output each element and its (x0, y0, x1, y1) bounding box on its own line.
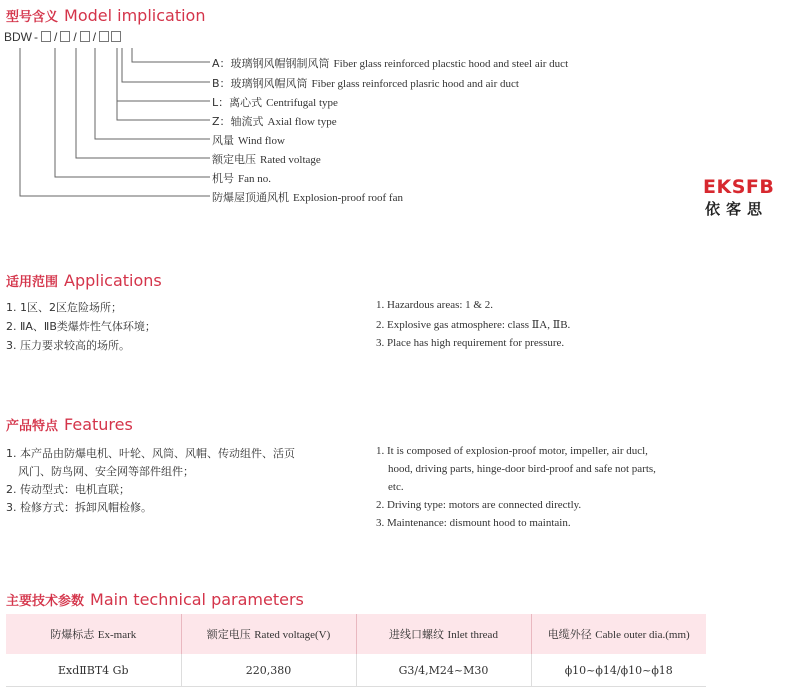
app-en-2: 2. Explosive gas atmosphere: class ⅡA, ⅡB. (376, 319, 571, 331)
model-title-en: Model implication (64, 6, 206, 25)
applications-title: 适用范围 Applications (6, 271, 162, 290)
model-item-fanno: 机号 Fan no. (212, 172, 271, 185)
model-section-title (6, 6, 205, 25)
feat-cn-2: 2. 传动型式：电机直联； (6, 483, 130, 496)
logo-brand-text: EKSFB (703, 176, 775, 198)
model-prefix: BDW (4, 30, 32, 44)
header-ex-mark: 防爆标志 Ex-mark (6, 614, 181, 654)
feat-en-1b: hood, driving parts, hinge-door bird-proof and safe not parts, (388, 463, 656, 475)
params-table (6, 614, 706, 687)
features-title: 产品特点 Features (6, 415, 133, 434)
brand-logo (703, 176, 793, 221)
model-item-l: L：离心式 Centrifugal type (212, 96, 338, 109)
feat-en-1c: etc. (388, 481, 404, 493)
model-item-b: B：玻璃钢风帽风筒 Fiber glass reinforced plasric hood and air duct (212, 77, 519, 90)
model-item-fan: 防爆屋顶通风机 Explosion-proof roof fan (212, 191, 403, 204)
cell-rated-voltage: 220,380 (181, 654, 356, 687)
header-cable-dia: 电缆外径 Cable outer dia.(mm) (531, 614, 706, 654)
model-item-windflow: 风量 Wind flow (212, 134, 285, 147)
model-item-a: A：玻璃钢风帽钢制风筒 Fiber glass reinforced placstic hood and steel air duct (212, 57, 569, 70)
cell-inlet-thread: G3/4,M24~M30 (356, 654, 531, 687)
feat-en-3: 3. Maintenance: dismount hood to maintain. (376, 517, 571, 529)
app-en-1: 1. Hazardous areas: 1 & 2. (376, 299, 493, 311)
params-title: 主要技术参数 Main technical parameters (6, 590, 304, 609)
model-item-voltage: 额定电压 Rated voltage (212, 153, 321, 166)
app-cn-1: 1. 1区、2区危险场所； (6, 301, 122, 314)
model-item-z: Z：轴流式 Axial flow type (212, 115, 337, 128)
cell-ex-mark: ExdⅡBT4 Gb (6, 654, 181, 687)
feat-cn-3: 3. 检修方式：拆卸风帽检修。 (6, 501, 152, 514)
app-cn-3: 3. 压力要求较高的场所。 (6, 339, 130, 352)
feat-en-1: 1. It is composed of explosion-proof motor, impeller, air ducl, (376, 445, 648, 457)
app-cn-2: 2. ⅡA、ⅡB类爆炸性气体环境； (6, 320, 156, 333)
params-header-row (6, 614, 706, 654)
model-title-cn: 型号含义 (6, 10, 59, 25)
feat-en-2: 2. Driving type: motors are connected directly. (376, 499, 582, 511)
cell-cable-dia: ϕ10~ϕ14/ϕ10~ϕ18 (531, 654, 706, 687)
model-code: BDW - / / / (4, 30, 122, 44)
logo-sub-text: 依客思 (705, 200, 769, 218)
header-rated-voltage: 额定电压 Rated voltage(V) (181, 614, 356, 654)
feat-cn-1b: 风门、防鸟网、安全网等部件组件； (18, 465, 194, 478)
table-row (6, 654, 706, 687)
header-inlet-thread: 进线口螺纹 Inlet thread (356, 614, 531, 654)
feat-cn-1: 1. 本产品由防爆电机、叶轮、风筒、风帽、传动组件、活页 (6, 447, 295, 460)
model-connector-lines (0, 40, 215, 240)
app-en-3: 3. Place has high requirement for pressure. (376, 337, 565, 349)
